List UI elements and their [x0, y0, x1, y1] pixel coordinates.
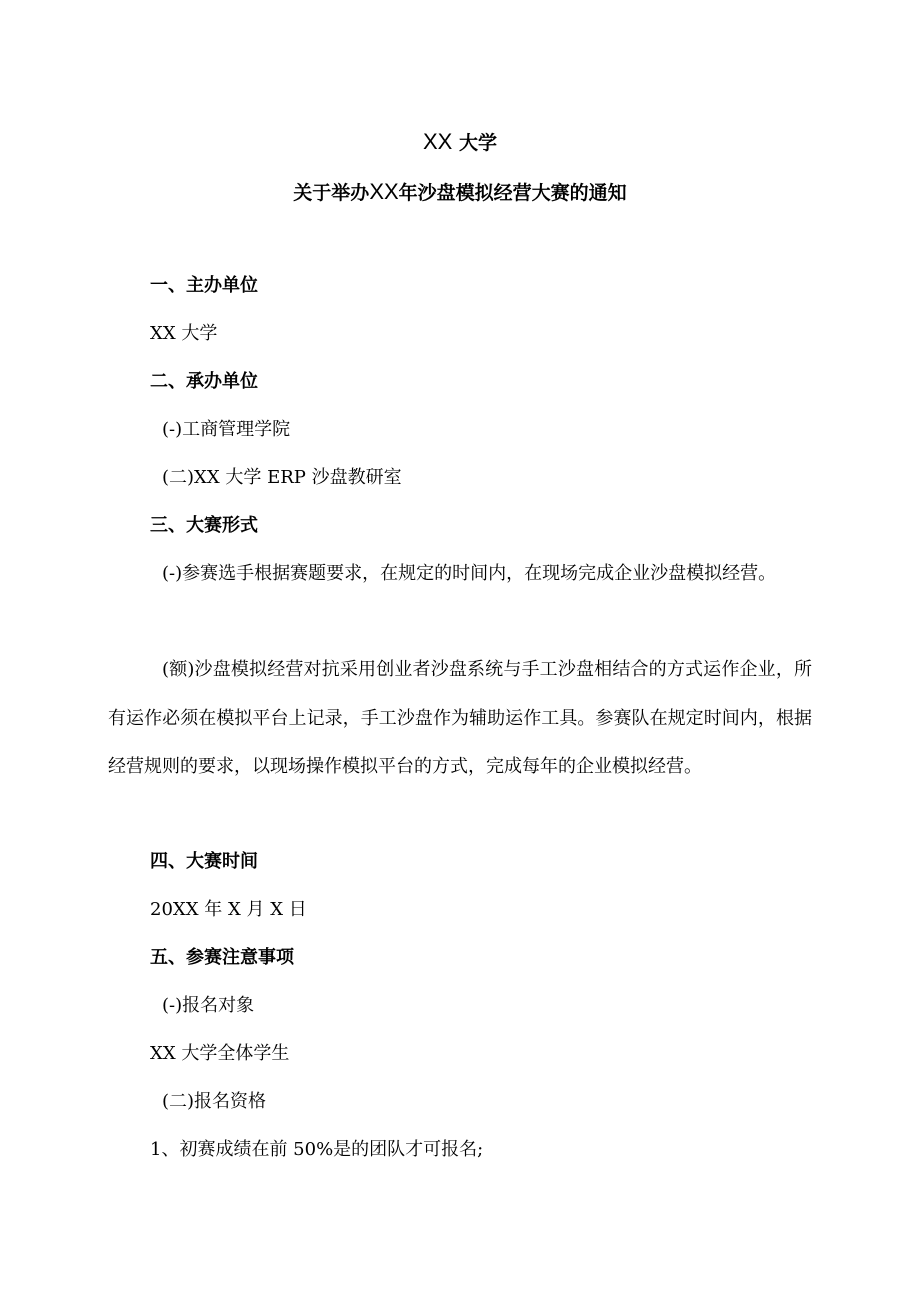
contest-date: 20XX 年 X 月 X 日	[150, 899, 307, 920]
title-rest: 大学	[458, 132, 497, 154]
title2-pre: 关于举办	[293, 182, 370, 204]
document-title-university	[0, 130, 920, 155]
qualification-item-1: 1、初赛成绩在前 50%是的团队才可报名;	[150, 1139, 484, 1160]
format-paragraph-1: (-)参赛选手根据赛题要求，在规定的时间内，在现场完成企业沙盘模拟经营。	[162, 563, 777, 584]
organizer-name: XX 大学	[150, 323, 218, 344]
section-heading-notes: 五、参赛注意事项	[150, 947, 294, 968]
section-heading-format: 三、大赛形式	[150, 515, 258, 536]
section-heading-co-organizer: 二、承办单位	[150, 371, 258, 392]
section-heading-time: 四、大赛时间	[150, 851, 258, 872]
title2-latin: XX	[369, 179, 399, 204]
title2-post: 年沙盘模拟经营大赛的通知	[398, 182, 627, 204]
co-organizer-item-1: (-)工商管理学院	[162, 419, 291, 440]
notes-sub-heading-eligible: (-)报名对象	[162, 995, 255, 1016]
document-title-notice	[0, 180, 920, 205]
co-organizer-item-2: (二)XX 大学 ERP 沙盘教研室	[162, 467, 402, 488]
eligible-participants: XX 大学全体学生	[150, 1043, 290, 1064]
title-latin: XX	[423, 129, 453, 154]
section-heading-organizer: 一、主办单位	[150, 275, 258, 296]
notes-sub-heading-qualification: (二)报名资格	[162, 1091, 267, 1112]
format-paragraph-2: (额)沙盘模拟经营对抗采用创业者沙盘系统与手工沙盘相结合的方式运作企业，所有运作必须在模拟平台上记录，手工沙盘作为辅助运作工具。参赛队在规定时间内，根据经营规则的要求，以现场操作模拟平台的方式，完成每年的企业模拟经营。	[108, 659, 812, 777]
